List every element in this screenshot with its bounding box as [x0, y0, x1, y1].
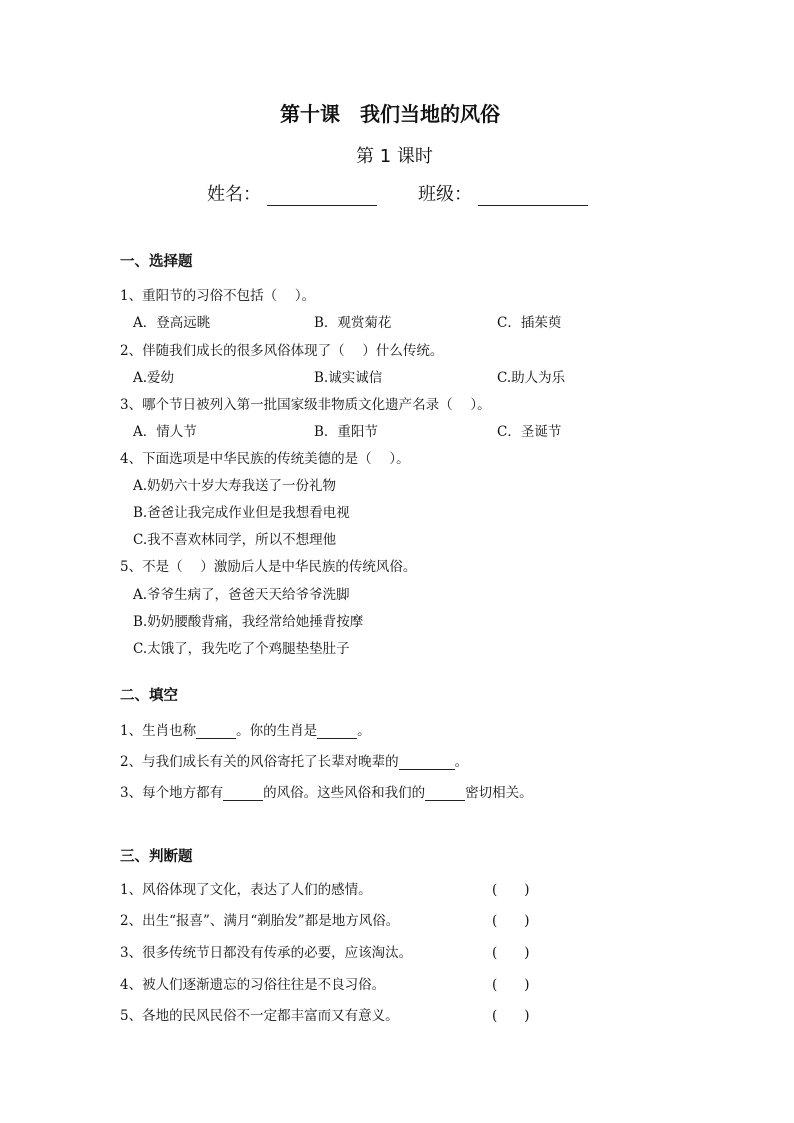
fill-1-blank-a[interactable]	[196, 723, 236, 739]
q5-option-c: C.太饿了，我先吃了个鸡腿垫垫肚子	[133, 641, 350, 657]
q2-option-c: C.助人为乐	[497, 370, 566, 386]
fill-3-text-c: 密切相关。	[465, 785, 533, 801]
judge-item-2: 2、出生“报喜”、满月“剃胎发”都是地方风俗。	[120, 913, 400, 929]
fill-1-text-b: 。你的生肖是	[236, 723, 318, 739]
section-heading-choice: 一、选择题	[120, 254, 193, 270]
fill-3-blank-b[interactable]	[425, 785, 465, 801]
q3-option-b: B．重阳节	[314, 424, 378, 440]
judge-answer-4[interactable]: ( )	[492, 977, 530, 993]
class-blank[interactable]	[478, 187, 588, 206]
q2-option-a: A.爱幼	[133, 370, 175, 386]
judge-item-4: 4、被人们逐渐遗忘的习俗往往是不良习俗。	[120, 977, 386, 993]
section-heading-judge: 三、判断题	[120, 849, 193, 865]
judge-item-5: 5、各地的民风民俗不一定都丰富而又有意义。	[120, 1008, 399, 1024]
q3-option-a: A．情人节	[133, 424, 197, 440]
judge-answer-3[interactable]: ( )	[492, 945, 530, 961]
fill-3-blank-a[interactable]	[223, 785, 263, 801]
fill-1-text-c: 。	[357, 723, 371, 739]
fill-1-text-a: 1、生肖也称	[120, 723, 197, 739]
judge-answer-1[interactable]: ( )	[492, 882, 530, 898]
q3-option-c: C．圣诞节	[497, 424, 562, 440]
q1-option-a: A．登高远眺	[133, 315, 211, 331]
fill-item-3	[120, 781, 533, 801]
question-2: 2、伴随我们成长的很多风俗体现了（ ）什么传统。	[120, 343, 444, 359]
page-title: 第十课 我们当地的风俗	[280, 102, 500, 126]
judge-item-1: 1、风俗体现了文化，表达了人们的感情。	[120, 882, 372, 898]
name-blank[interactable]	[267, 187, 377, 206]
question-1: 1、重阳节的习俗不包括（ ）。	[120, 288, 316, 304]
q4-option-a: A.奶奶六十岁大寿我送了一份礼物	[133, 478, 337, 494]
name-label: 姓名：	[207, 184, 261, 205]
fill-2-blank-a[interactable]	[399, 754, 455, 770]
page-subtitle: 第 1 课时	[356, 146, 433, 167]
judge-answer-5[interactable]: ( )	[492, 1008, 530, 1024]
q5-option-b: B.奶奶腰酸背痛，我经常给她捶背按摩	[133, 614, 364, 630]
q2-option-b: B.诚实诚信	[314, 370, 383, 386]
fill-3-text-a: 3、每个地方都有	[120, 785, 224, 801]
question-3: 3、哪个节日被列入第一批国家级非物质文化遗产名录（ ）。	[120, 397, 491, 413]
name-field-row	[207, 180, 377, 206]
q4-option-b: B.爸爸让我完成作业但是我想看电视	[133, 505, 350, 521]
fill-1-blank-b[interactable]	[317, 723, 357, 739]
fill-item-1	[120, 719, 371, 739]
judge-item-3: 3、很多传统节日都没有传承的必要，应该淘汰。	[120, 945, 413, 961]
fill-item-2	[120, 750, 468, 770]
q1-option-b: B．观赏菊花	[314, 315, 392, 331]
q5-option-a: A.爷爷生病了，爸爸天天给爷爷洗脚	[133, 587, 350, 603]
q4-option-c: C.我不喜欢林同学，所以不想理他	[133, 532, 337, 548]
fill-3-text-b: 的风俗。这些风俗和我们的	[263, 785, 426, 801]
class-label: 班级：	[418, 184, 472, 205]
section-heading-fill: 二、填空	[120, 688, 178, 704]
q1-option-c: C．插茱萸	[497, 315, 562, 331]
class-field-row	[418, 180, 588, 206]
fill-2-text-a: 2、与我们成长有关的风俗寄托了长辈对晚辈的	[120, 754, 399, 770]
question-4: 4、下面选项是中华民族的传统美德的是（ ）。	[120, 451, 410, 467]
question-5: 5、不是（ ）激励后人是中华民族的传统风俗。	[120, 559, 417, 575]
fill-2-text-b: 。	[454, 754, 469, 770]
judge-answer-2[interactable]: ( )	[492, 913, 530, 929]
